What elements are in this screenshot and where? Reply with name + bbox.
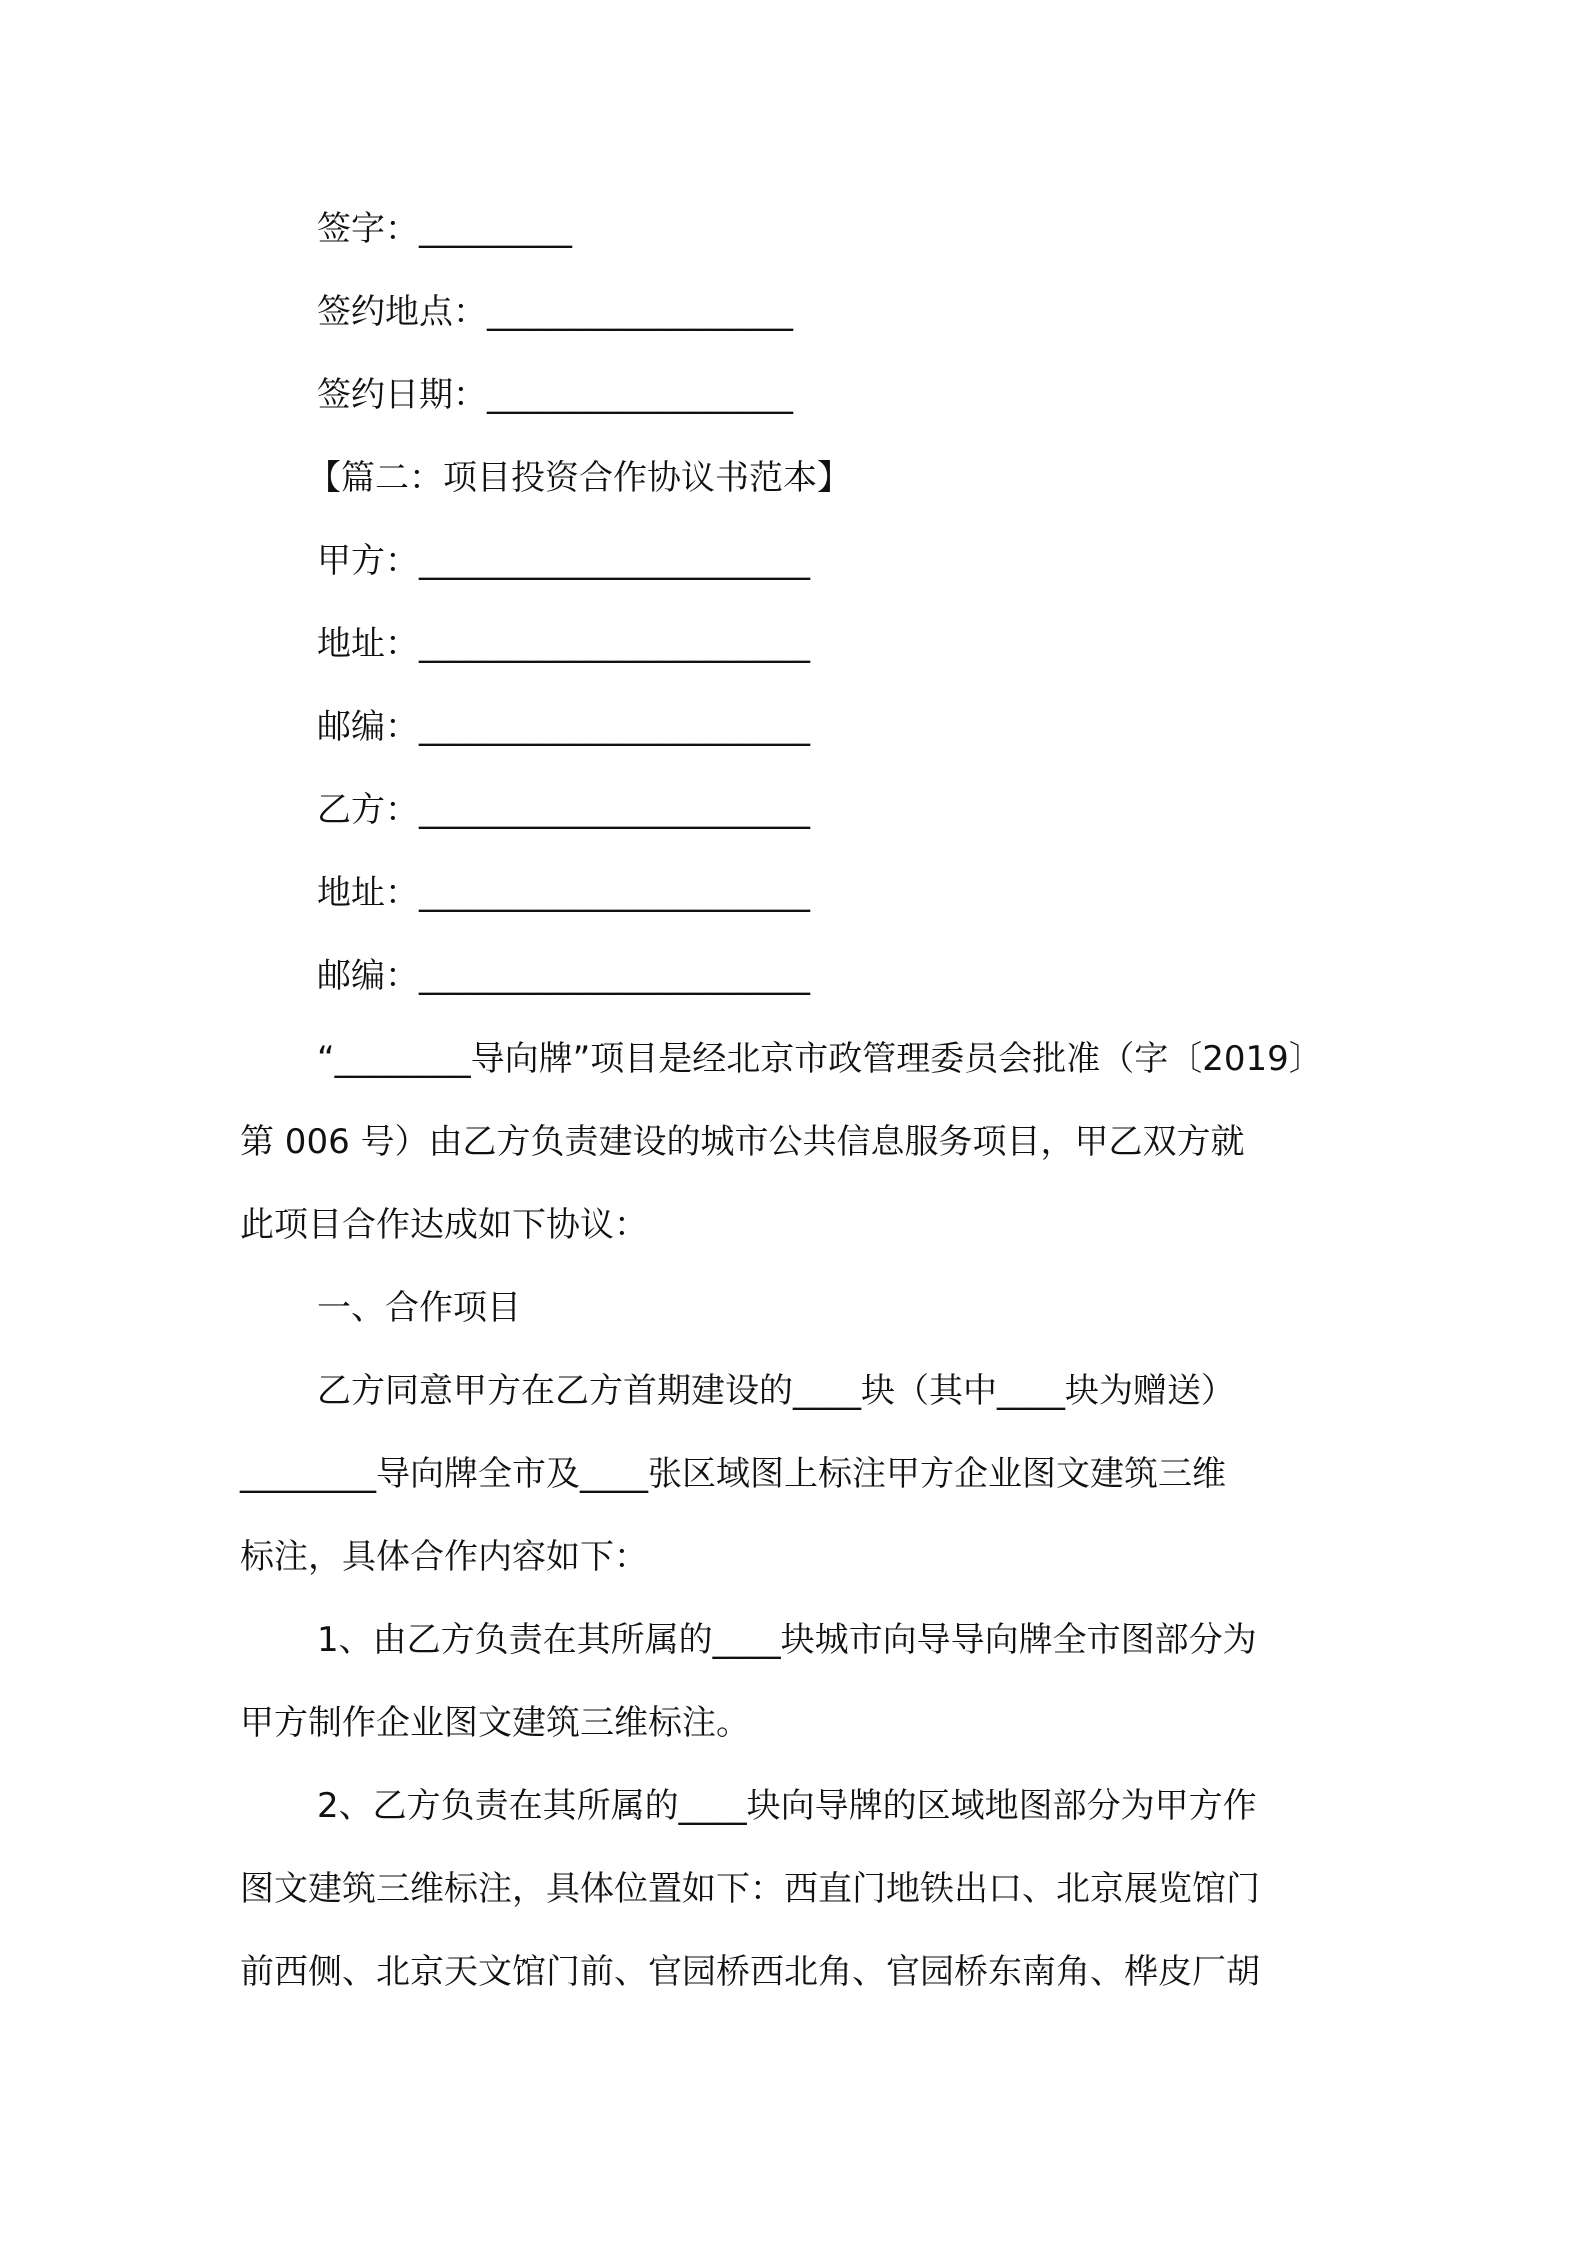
paragraph-line: “________导向牌”项目是经北京市政管理委员会批准（字〔2019〕 — [317, 1039, 1323, 1079]
party-b-field: 乙方：_______________________ — [317, 790, 810, 830]
paragraph-line: 此项目合作达成如下协议： — [240, 1205, 648, 1245]
paragraph-line: ________导向牌全市及____张区域图上标注甲方企业图文建筑三维 — [240, 1454, 1226, 1494]
subsection-heading: 一、合作项目 — [317, 1288, 521, 1328]
party-b-address-field: 地址：_______________________ — [317, 873, 810, 913]
party-a-address-field: 地址：_______________________ — [317, 624, 810, 664]
party-b-postcode-field: 邮编：_______________________ — [317, 956, 810, 996]
paragraph-line: 甲方制作企业图文建筑三维标注。 — [240, 1703, 750, 1743]
paragraph-line: 2、乙方负责在其所属的____块向导牌的区域地图部分为甲方作 — [317, 1786, 1257, 1826]
signing-date-field: 签约日期：__________________ — [317, 375, 793, 415]
paragraph-line: 图文建筑三维标注，具体位置如下：西直门地铁出口、北京展览馆门 — [240, 1869, 1260, 1909]
paragraph-line: 标注，具体合作内容如下： — [240, 1537, 648, 1577]
signing-place-field: 签约地点：__________________ — [317, 292, 793, 332]
party-a-postcode-field: 邮编：_______________________ — [317, 707, 810, 747]
paragraph-line: 1、由乙方负责在其所属的____块城市向导导向牌全市图部分为 — [317, 1620, 1257, 1660]
signature-field: 签字：_________ — [317, 209, 572, 249]
paragraph-line: 前西侧、北京天文馆门前、官园桥西北角、官园桥东南角、桦皮厂胡 — [240, 1952, 1260, 1992]
paragraph-line: 第 006 号）由乙方负责建设的城市公共信息服务项目，甲乙双方就 — [240, 1122, 1245, 1162]
party-a-field: 甲方：_______________________ — [317, 541, 810, 581]
section-title: 【篇二：项目投资合作协议书范本】 — [307, 458, 851, 498]
paragraph-line: 乙方同意甲方在乙方首期建设的____块（其中____块为赠送） — [317, 1371, 1235, 1411]
